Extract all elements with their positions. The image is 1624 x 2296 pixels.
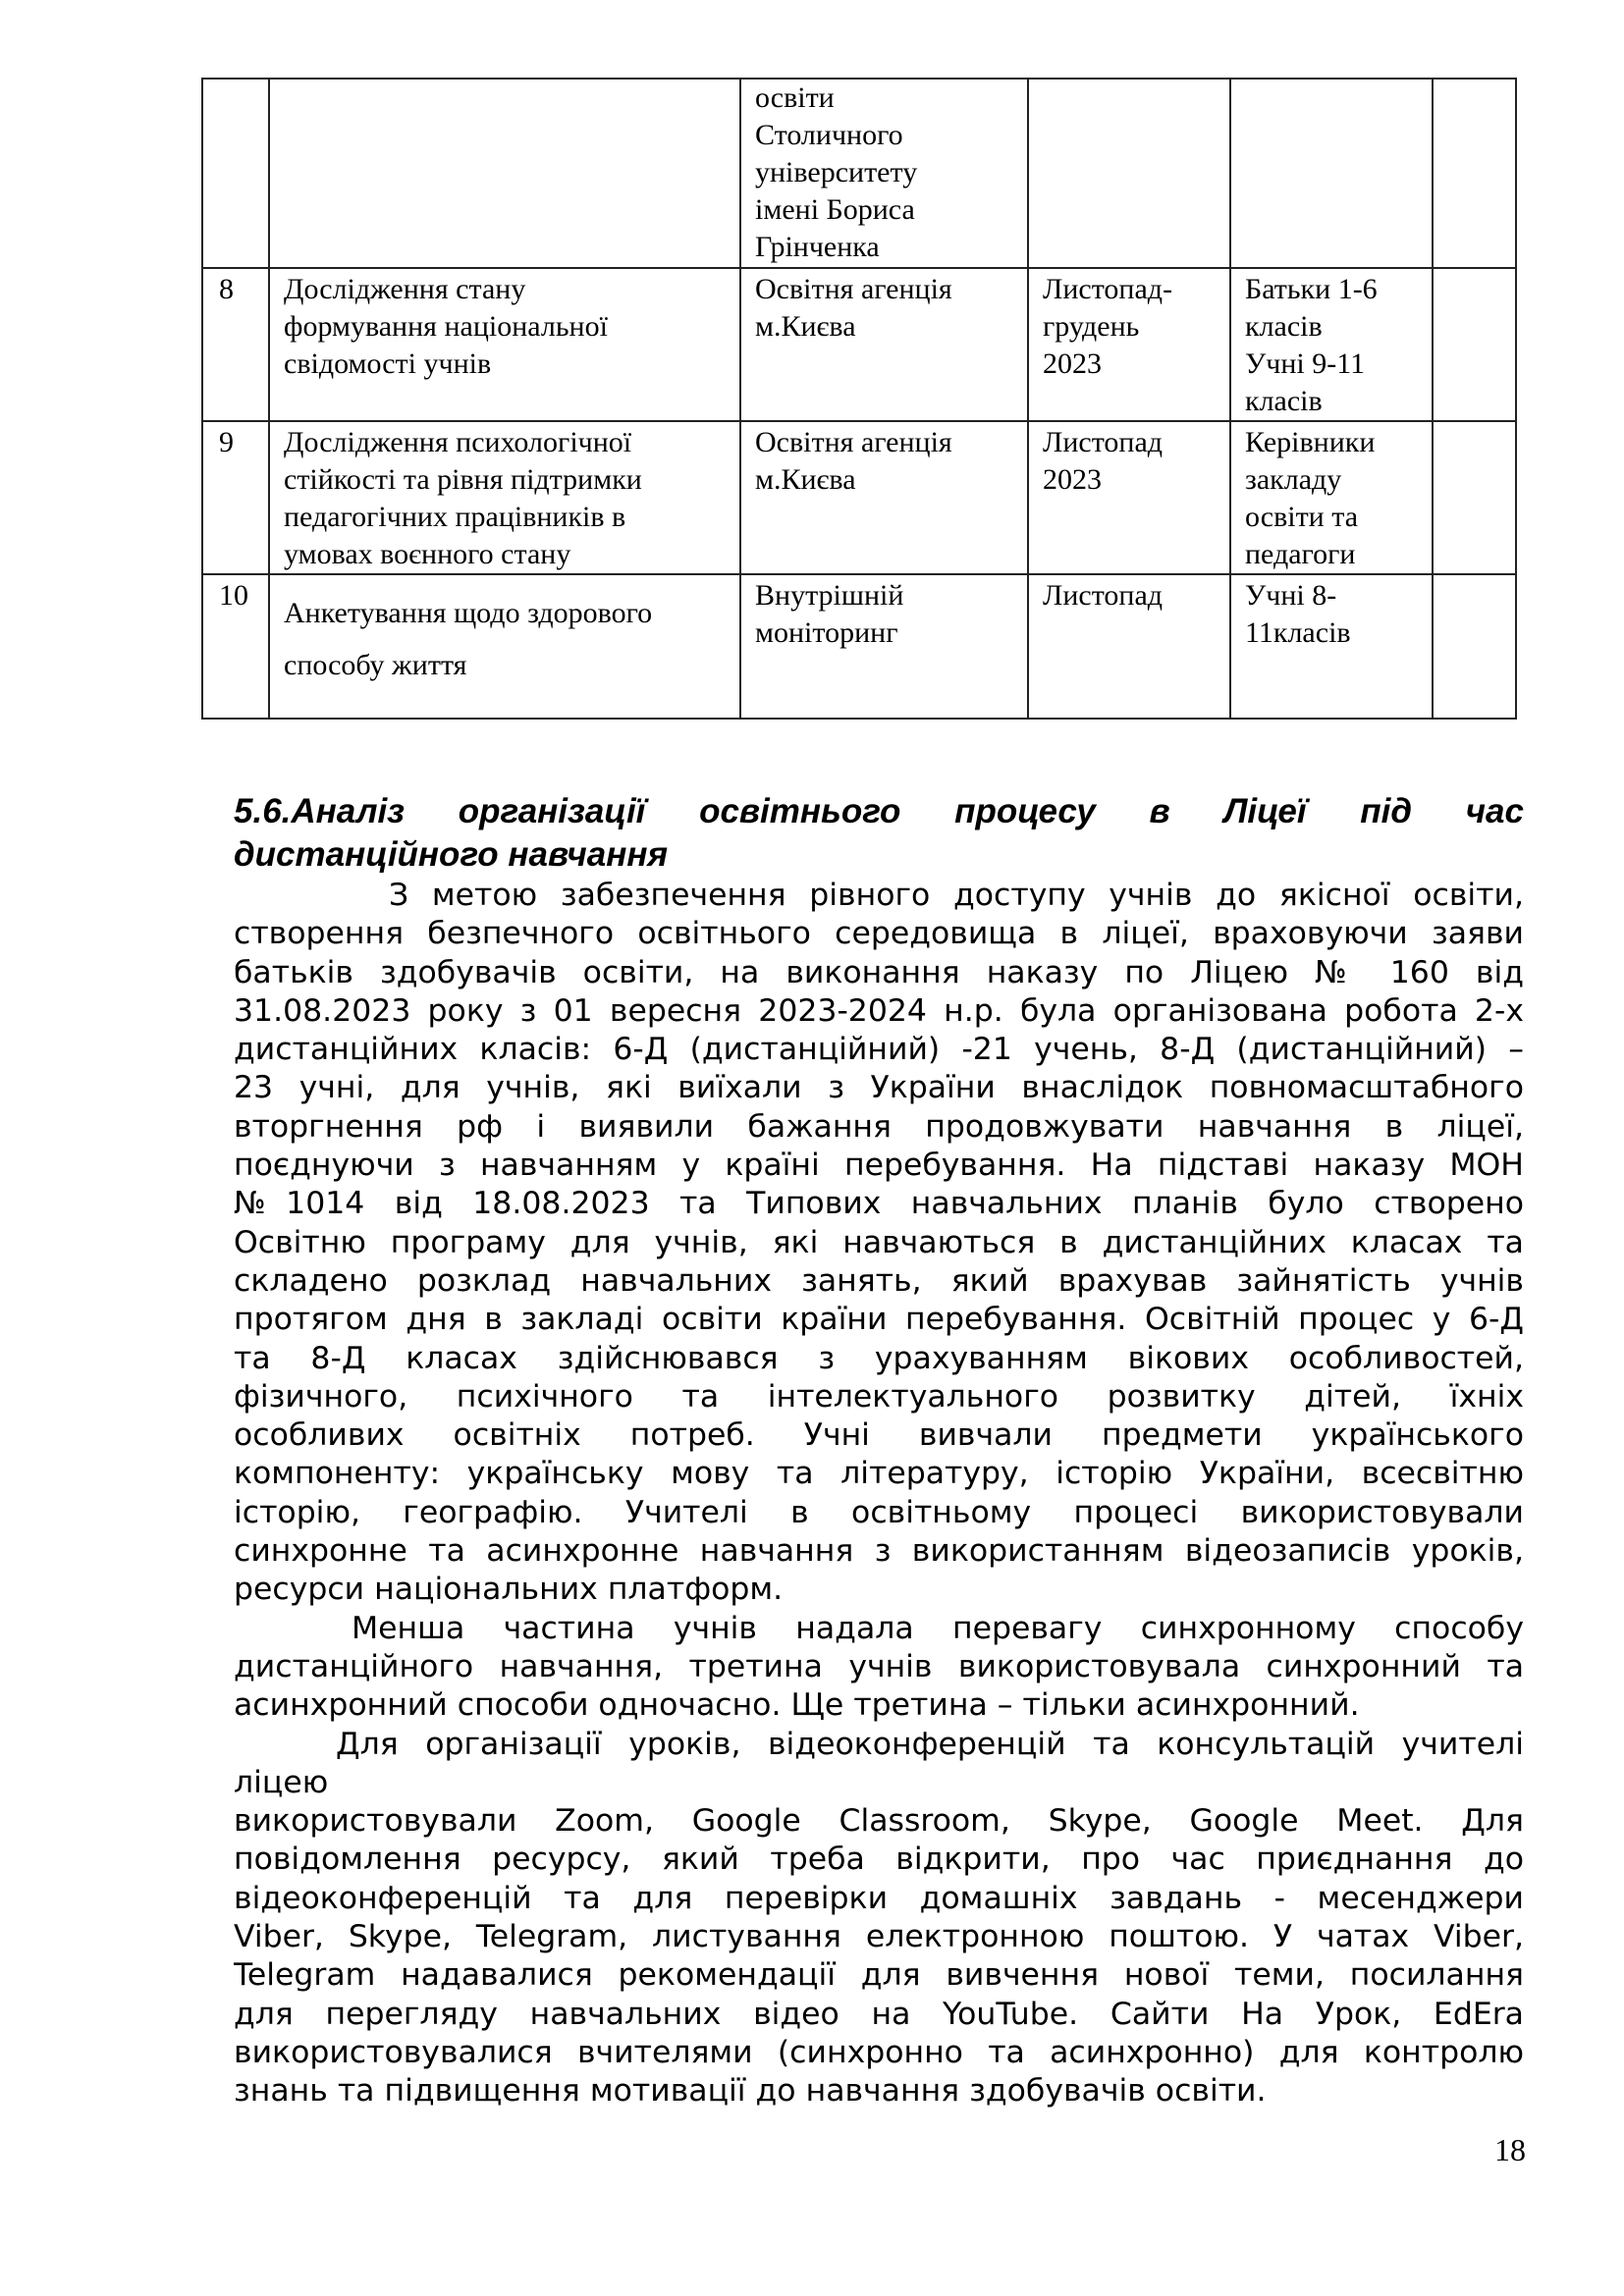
row-number-cell: 10: [202, 574, 269, 719]
section-5-6: [234, 790, 1524, 2111]
text-line: поєднуючи з навчанням у країні перебування. На підставі наказу МОН: [234, 1148, 1524, 1184]
respondents-cell: [1230, 574, 1433, 719]
organizer-cell: [740, 268, 1028, 421]
text-line: вторгнення рф і виявили бажання продовжувати навчання в ліцеї,: [234, 1108, 1524, 1145]
respondents-cell: [1230, 79, 1433, 268]
term-line: Листопад: [1043, 579, 1164, 612]
topic-line: педагогічних працівників в: [284, 501, 626, 533]
text-line: Viber, Skype, Telegram, листування електронною поштою. У чатах Viber,: [234, 1919, 1524, 1955]
respondents-line: класів: [1245, 310, 1323, 343]
organizer-line: м.Києва: [755, 463, 856, 496]
table-row: [202, 79, 1516, 268]
text-line: фізичного, психічного та інтелектуального розвитку дітей, їхніх: [234, 1378, 1524, 1415]
organizer-line: м.Києва: [755, 310, 856, 343]
term-line: 2023: [1043, 463, 1102, 496]
table-row: [202, 421, 1516, 574]
organizer-cell: [740, 574, 1028, 719]
text-line: для перегляду навчальних відео на YouTube. Сайти На Урок, EdEra: [234, 1996, 1524, 2032]
paragraph: [234, 1610, 1524, 1726]
text-line: знань та підвищення мотивації до навчання здобувачів освіти.: [234, 2073, 1267, 2109]
term-line: грудень: [1043, 310, 1140, 343]
page-number: 18: [1494, 2132, 1526, 2167]
table-row: [202, 268, 1516, 421]
text-line: та 8-Д класах здійснювався з урахуванням вікових особливостей,: [234, 1340, 1524, 1376]
text-line: дистанційних класів: 6-Д (дистанційний) -21 учень, 8-Д (дистанційний) –: [234, 1032, 1524, 1068]
topic-line: способу життя: [284, 649, 467, 681]
term-cell: [1028, 421, 1230, 574]
note-cell: [1433, 79, 1516, 268]
text-line: компоненту: українську мову та літературу, історію України, всесвітню: [234, 1456, 1524, 1492]
respondents-line: закладу: [1245, 463, 1342, 496]
respondents-line: Керівники: [1245, 426, 1376, 458]
topic-cell: [269, 574, 740, 719]
organizer-line: університету: [755, 156, 918, 188]
text-line: №1014 від 18.08.2023 та Типових навчальних планів було створено: [234, 1186, 1524, 1222]
paragraph: [234, 1726, 1524, 1803]
term-line: 2023: [1043, 347, 1102, 380]
text-line: Для організації уроків, відеоконференцій та консультацій учителі: [336, 1726, 1524, 1762]
text-line: ресурси національних платформ.: [234, 1572, 784, 1608]
heading-line: дистанційного навчання: [234, 835, 669, 874]
heading-line: 5.6.Аналіз організації освітнього процесу в Ліцеї під час: [234, 792, 1524, 830]
term-cell: [1028, 574, 1230, 719]
term-cell: [1028, 79, 1230, 268]
paragraph: [234, 877, 1524, 1610]
text-line: Освітню програму для учнів, які навчаються в дистанційних класах та: [234, 1224, 1524, 1260]
topic-line: стійкості та рівня підтримки: [284, 463, 642, 496]
organizer-line: освіти: [755, 81, 835, 114]
term-cell: [1028, 268, 1230, 421]
organizer-line: Грінченка: [755, 231, 880, 263]
text-line: історію, географію. Учителі в освітньому процесі використовували: [234, 1494, 1524, 1530]
term-line: Листопад-: [1043, 273, 1173, 305]
topic-line: умовах воєнного стану: [284, 538, 571, 570]
topic-line: Анкетування щодо здорового: [284, 597, 653, 629]
text-line: батьків здобувачів освіти, на виконання наказу по Ліцею № 160 від: [234, 954, 1524, 990]
respondents-line: Учні 8-: [1245, 579, 1337, 612]
respondents-line: класів: [1245, 385, 1323, 417]
note-cell: [1433, 421, 1516, 574]
survey-table-body: [202, 79, 1516, 719]
respondents-cell: [1230, 421, 1433, 574]
organizer-line: імені Бориса: [755, 193, 915, 226]
row-number-cell: 9: [202, 421, 269, 574]
text-line: асинхронний способи одночасно. Ще третина – тільки асинхронний.: [234, 1687, 1360, 1724]
respondents-cell: [1230, 268, 1433, 421]
topic-line: Дослідження стану: [284, 273, 526, 305]
text-line: використовували Zoom, Google Classroom, Skype, Google Meet. Для: [234, 1803, 1524, 1840]
text-line: Менша частина учнів надала перевагу синхронному способу: [352, 1610, 1524, 1646]
paragraph: [234, 1802, 1524, 2110]
text-line: 23 учні, для учнів, які виїхали з України внаслідок повномасштабного: [234, 1070, 1524, 1106]
note-cell: [1433, 268, 1516, 421]
organizer-line: Освітня агенція: [755, 273, 952, 305]
topic-line: Дослідження психологічної: [284, 426, 632, 458]
respondents-line: 11класів: [1245, 616, 1351, 649]
organizer-cell: [740, 79, 1028, 268]
survey-table: [201, 78, 1517, 720]
text-line: використовувалися вчителями (синхронно та асинхронно) для контролю: [234, 2034, 1524, 2070]
term-line: Листопад: [1043, 426, 1164, 458]
table-row: [202, 574, 1516, 719]
respondents-line: педагоги: [1245, 538, 1356, 570]
text-line: ліцею: [234, 1764, 329, 1800]
text-line: протягом дня в закладі освіти країни перебування. Освітній процес у 6-Д: [234, 1302, 1524, 1338]
text-line: складено розклад навчальних занять, який врахував зайнятість учнів: [234, 1262, 1524, 1299]
topic-cell: [269, 79, 740, 268]
topic-cell: [269, 421, 740, 574]
topic-line: свідомості учнів: [284, 347, 492, 380]
topic-line: формування національної: [284, 310, 608, 343]
respondents-line: освіти та: [1245, 501, 1359, 533]
text-line: Telegram надавалися рекомендації для вивчення нової теми, посилання: [234, 1957, 1524, 1994]
text-line: відеоконференцій та для перевірки домашніх завдань - месенджери: [234, 1880, 1524, 1916]
text-line: повідомлення ресурсу, який треба відкрити, про час приєднання до: [234, 1842, 1524, 1878]
text-line: дистанційного навчання, третина учнів використовувала синхронний та: [234, 1648, 1524, 1684]
text-line: синхронне та асинхронне навчання з використанням відеозаписів уроків,: [234, 1533, 1524, 1570]
text-line: З метою забезпечення рівного доступу учнів до якісної освіти,: [389, 878, 1524, 913]
organizer-line: Внутрішній: [755, 579, 904, 612]
row-number-cell: [202, 79, 269, 268]
section-body: [234, 877, 1524, 2111]
topic-cell: [269, 268, 740, 421]
organizer-cell: [740, 421, 1028, 574]
respondents-line: Учні 9-11: [1245, 347, 1366, 380]
organizer-line: Освітня агенція: [755, 426, 952, 458]
section-heading: [234, 790, 1524, 877]
organizer-line: моніторинг: [755, 616, 898, 649]
row-number-cell: 8: [202, 268, 269, 421]
text-line: 31.08.2023 року з 01 вересня 2023-2024 н.р. була організована робота 2-х: [234, 992, 1524, 1029]
organizer-line: Столичного: [755, 119, 903, 151]
text-line: створення безпечного освітнього середовища в ліцеї, враховуючи заяви: [234, 916, 1524, 952]
text-line: особливих освітніх потреб. Учні вивчали предмети українського: [234, 1417, 1524, 1454]
note-cell: [1433, 574, 1516, 719]
respondents-line: Батьки 1-6: [1245, 273, 1378, 305]
